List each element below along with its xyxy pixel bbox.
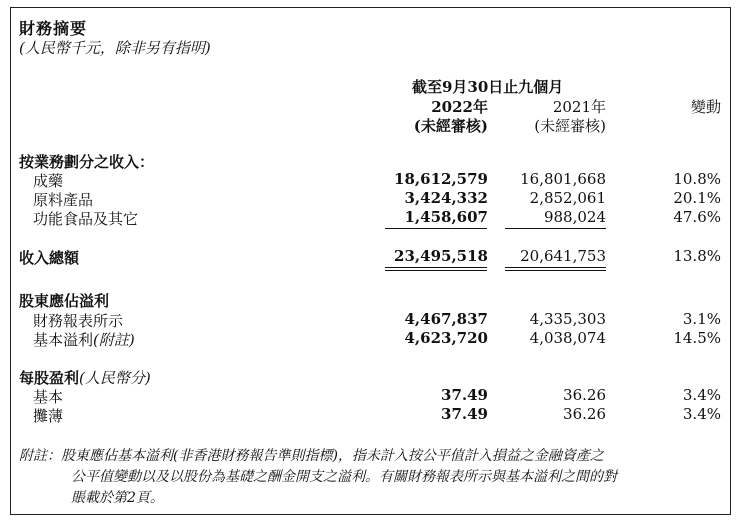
page-subtitle: (人民幣千元，除非另有指明) — [19, 39, 211, 57]
total-rule-2021-a — [505, 267, 606, 268]
table-row — [0, 386, 741, 405]
value-2022: 3,424,332 — [404, 189, 488, 207]
table-row — [0, 329, 741, 348]
value-2021: 4,038,074 — [529, 329, 606, 347]
total-rule-2022-b — [385, 270, 487, 271]
section-eps — [0, 367, 741, 386]
table-row — [0, 208, 741, 227]
row-label: 原料產品 — [33, 191, 94, 209]
footnote-line-3: 賬載於第2頁。 — [71, 490, 164, 506]
section-revenue-segment — [0, 151, 741, 170]
value-2021: 988,024 — [543, 208, 606, 226]
value-change: 3.4% — [682, 405, 721, 423]
note-reference: (附註) — [93, 331, 135, 349]
value-2021: 36.26 — [563, 386, 606, 404]
table-row — [0, 405, 741, 424]
col-change-header: 變動 — [690, 98, 721, 116]
row-label: 攤薄 — [33, 407, 64, 425]
section-profit — [0, 290, 741, 309]
total-revenue-row — [0, 247, 741, 266]
value-change: 13.8% — [673, 247, 721, 265]
row-label: 基本 — [33, 388, 64, 406]
value-2022: 4,467,837 — [404, 310, 488, 328]
total-rule-2021-b — [505, 270, 606, 271]
section-label: 股東應佔溢利 — [19, 292, 110, 310]
subtotal-rule-2022 — [385, 228, 487, 229]
col-2021-subheader: (未經審核) — [534, 117, 606, 135]
col-2021-header: 2021年 — [552, 98, 606, 116]
table-row — [0, 310, 741, 329]
section-label: 每股盈利(人民幣分) — [19, 369, 151, 387]
value-2021: 20,641,753 — [520, 247, 606, 265]
footnote — [19, 446, 725, 509]
value-2021: 16,801,668 — [520, 170, 606, 188]
value-2022: 4,623,720 — [404, 329, 488, 347]
row-label: 財務報表所示 — [33, 312, 124, 330]
value-2022: 37.49 — [441, 386, 488, 404]
table-row — [0, 189, 741, 208]
total-rule-2022-a — [385, 267, 487, 268]
row-label: 收入總額 — [19, 249, 80, 267]
footnote-line-2: 公平值變動以及以股份為基礎之酬金開支之溢利。有關財務報表所示與基本溢利之間的對 — [71, 469, 617, 485]
value-change: 3.1% — [682, 310, 721, 328]
value-2022: 1,458,607 — [404, 208, 488, 226]
value-change: 47.6% — [673, 208, 721, 226]
subtotal-rule-2021 — [505, 228, 606, 229]
value-2021: 4,335,303 — [529, 310, 606, 328]
row-label: 功能食品及其它 — [33, 210, 139, 228]
col-2022-subheader: (未經審核) — [413, 117, 488, 135]
value-change: 14.5% — [673, 329, 721, 347]
table-row — [0, 170, 741, 189]
value-change: 10.8% — [673, 170, 721, 188]
value-2021: 2,852,061 — [529, 189, 606, 207]
value-change: 20.1% — [673, 189, 721, 207]
row-label: 基本溢利(附註) — [33, 331, 135, 349]
section-label: 按業務劃分之收入： — [19, 153, 155, 171]
value-2021: 36.26 — [563, 405, 606, 423]
col-2022-header: 2022年 — [431, 98, 488, 116]
value-change: 3.4% — [682, 386, 721, 404]
footnote-line-1: 附註：股東應佔基本溢利(非香港財務報告準則指標)，指未計入按公平值計入損益之金融資產之 — [19, 448, 604, 464]
value-2022: 37.49 — [441, 405, 488, 423]
page-title: 財務摘要 — [19, 19, 88, 38]
row-label: 成藥 — [33, 172, 64, 190]
value-2022: 23,495,518 — [394, 247, 488, 265]
value-2022: 18,612,579 — [394, 170, 488, 188]
period-header: 截至9月30日止九個月 — [412, 78, 564, 96]
